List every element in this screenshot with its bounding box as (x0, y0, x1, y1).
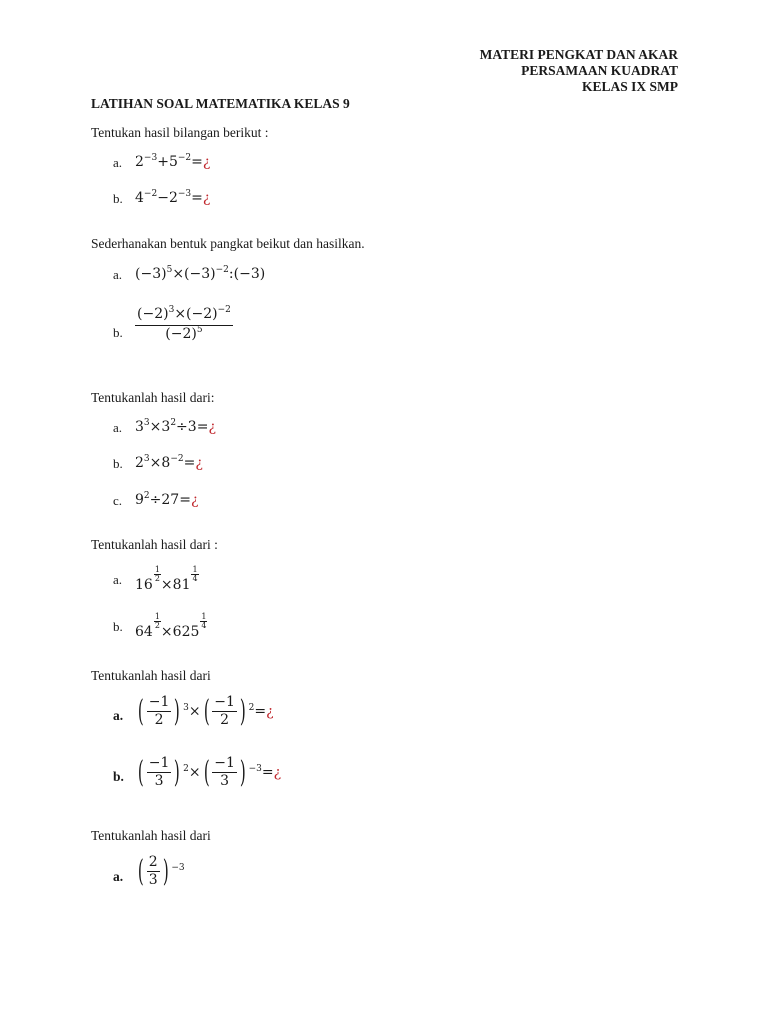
label-1b: b. (113, 191, 123, 206)
label-6a: a. (113, 869, 124, 884)
instruction-1: Tentukan hasil bilangan berikut : (91, 125, 269, 140)
instruction-2: Sederhanakan bentuk pangkat beikut dan hasilkan. (91, 236, 365, 251)
problem-6a: ( $\frac{2}{3}$ ) $^{-3}$ (137, 853, 185, 889)
header-block (480, 47, 678, 95)
label-1a: a. (113, 155, 123, 170)
problem-1a: $2^{-3}+5^{-2}=¿$ (135, 153, 211, 170)
label-2b: b. (113, 325, 123, 340)
instruction-5: Tentukanlah hasil dari (91, 668, 211, 683)
label-3b: b. (113, 456, 123, 471)
label-3a: a. (113, 420, 123, 435)
instruction-3: Tentukanlah hasil dari: (91, 390, 215, 405)
page-title: LATIHAN SOAL MATEMATIKA KELAS 9 (91, 96, 350, 111)
header-line-1: MATERI PENGKAT DAN AKAR (479, 47, 678, 62)
problem-3c: $9^2\div 27=¿$ (135, 491, 199, 508)
header-line-2: PERSAMAAN KUADRAT (521, 63, 678, 78)
label-4a: a. (113, 572, 123, 587)
label-3c: c. (113, 493, 123, 508)
label-5a: a. (113, 708, 124, 723)
problem-1b: $4^{-2}-2^{-3}=¿$ (135, 189, 211, 206)
header-line-3: KELAS IX SMP (581, 79, 678, 94)
problem-2a: $(-3)^5\times(-3)^{-2}:(-3)$ (135, 265, 266, 282)
problem-3a: $3^3\times 3^2\div 3=¿$ (135, 418, 216, 435)
instruction-4: Tentukanlah hasil dari : (91, 537, 218, 552)
problem-5a: ( $\frac{-1}{2}$ ) $^3$×( $\frac{-1}{2}$ ) $^2$=¿ (137, 693, 274, 729)
problem-4a: 16 $\frac{1}{2}$ ×81 $\frac{1}{4}$ (135, 565, 198, 593)
problem-4b: 64 $\frac{1}{2}$ ×625 $\frac{1}{4}$ (135, 612, 207, 640)
label-5b: b. (113, 769, 124, 784)
instruction-6: Tentukanlah hasil dari (91, 828, 211, 843)
label-2a: a. (113, 267, 123, 282)
problem-3b: $2^3\times 8^{-2}=¿$ (135, 454, 203, 471)
problem-5b: ( $\frac{-1}{3}$ ) $^2$×( $\frac{-1}{3}$ ) $^{-3}$=¿ (137, 754, 282, 790)
problem-2b: $\frac{(-2)^3\times(-2)^{-2}}{(-2)^5}$ (137, 305, 231, 342)
label-4b: b. (113, 619, 123, 634)
